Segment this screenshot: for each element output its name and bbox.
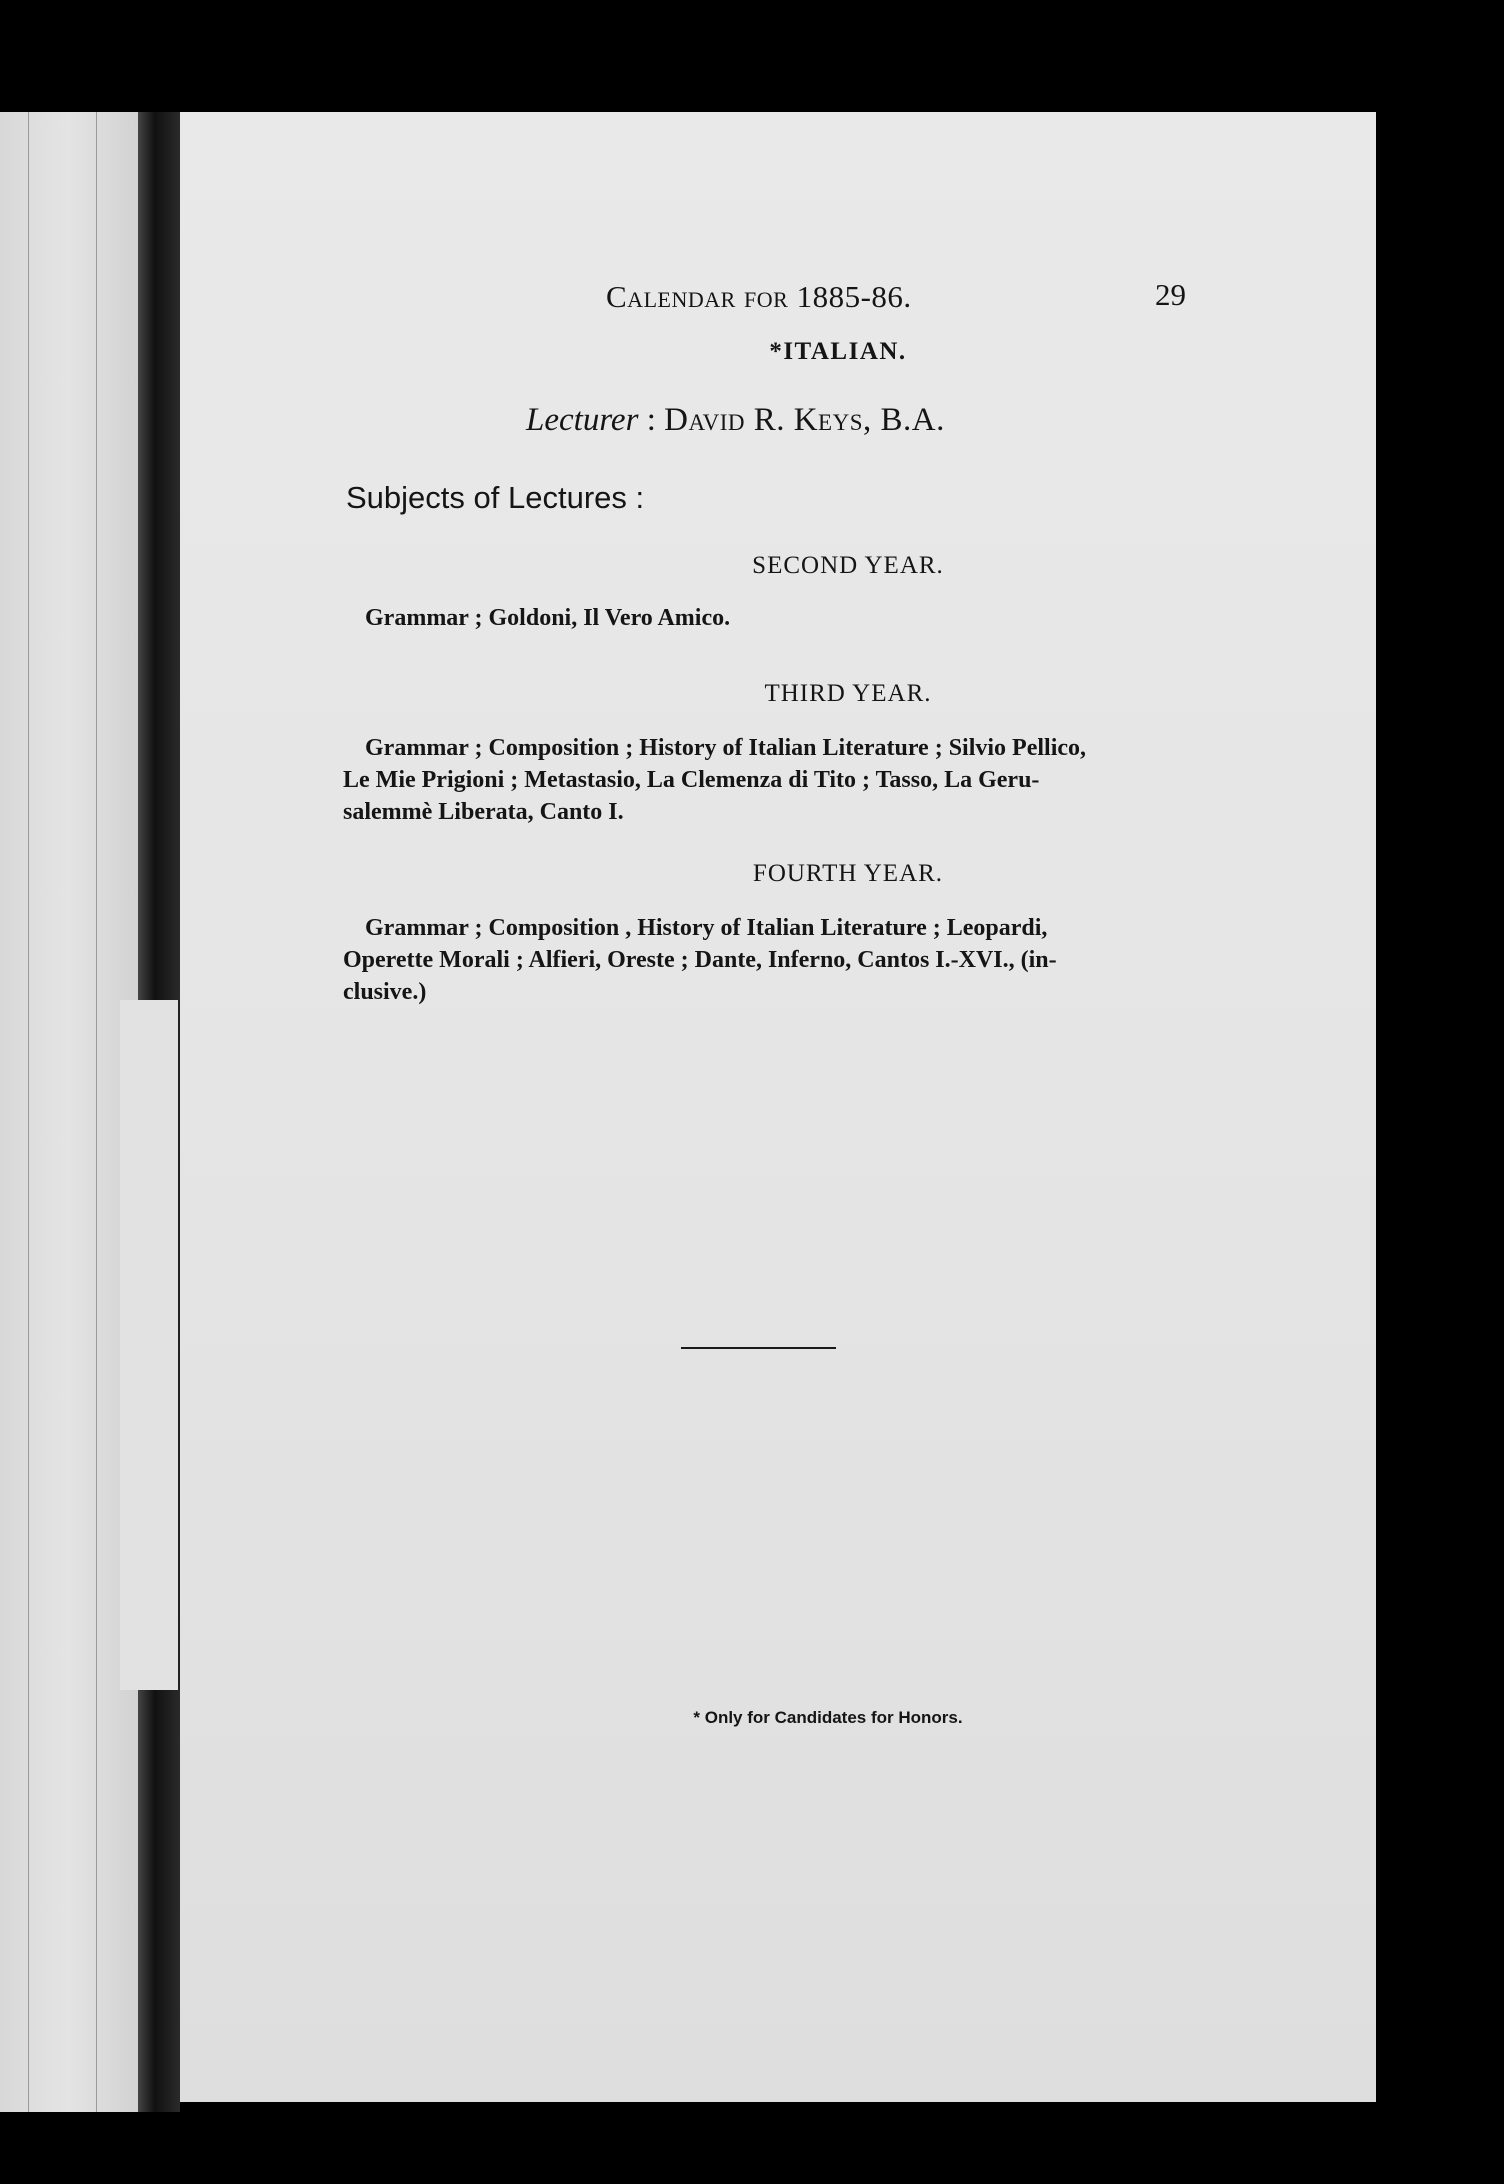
- subjects-line: clusive.): [343, 979, 427, 1005]
- paper-slip: [120, 1000, 183, 1690]
- lecturer-name: David R. Keys, B.A.: [664, 402, 945, 438]
- subjects-line: Grammar ; Composition ; History of Italian Literature ; Silvio Pellico,: [365, 735, 1087, 761]
- section-divider: [681, 1347, 836, 1349]
- subjects-heading: Subjects of Lectures :: [346, 480, 645, 515]
- subjects-line: Operette Morali ; Alfieri, Oreste ; Dante, Inferno, Cantos I.-XVI., (in-: [343, 947, 1057, 973]
- running-head-title: Calendar for 1885-86.: [606, 279, 912, 314]
- subjects-line: salemmè Liberata, Canto I.: [343, 799, 624, 825]
- left-page-rule: [96, 112, 97, 2112]
- page-number: 29: [1155, 277, 1186, 312]
- subjects-line: Le Mie Prigioni ; Metastasio, La Clemenza di Tito ; Tasso, La Geru-: [343, 767, 1040, 793]
- document-page: [180, 112, 1376, 2102]
- lecturer-separator: :: [646, 402, 656, 438]
- left-page-rule: [28, 112, 29, 2112]
- second-year-subjects: [343, 602, 1203, 634]
- fourth-year-heading: FOURTH YEAR.: [752, 860, 944, 887]
- third-year-subjects: [343, 732, 1203, 828]
- third-year-heading: THIRD YEAR.: [764, 680, 932, 707]
- subjects-line: Grammar ; Goldoni, Il Vero Amico.: [365, 605, 731, 631]
- second-year-heading: SECOND YEAR.: [752, 552, 944, 579]
- lecturer-line: [526, 402, 945, 439]
- subjects-line: Grammar ; Composition , History of Italian Literature ; Leopardi,: [365, 915, 1048, 941]
- lecturer-label: Lecturer: [526, 402, 639, 438]
- fourth-year-subjects: [343, 912, 1203, 1008]
- footnote: * Only for Candidates for Honors.: [693, 1708, 963, 1727]
- section-title: *ITALIAN.: [769, 338, 907, 365]
